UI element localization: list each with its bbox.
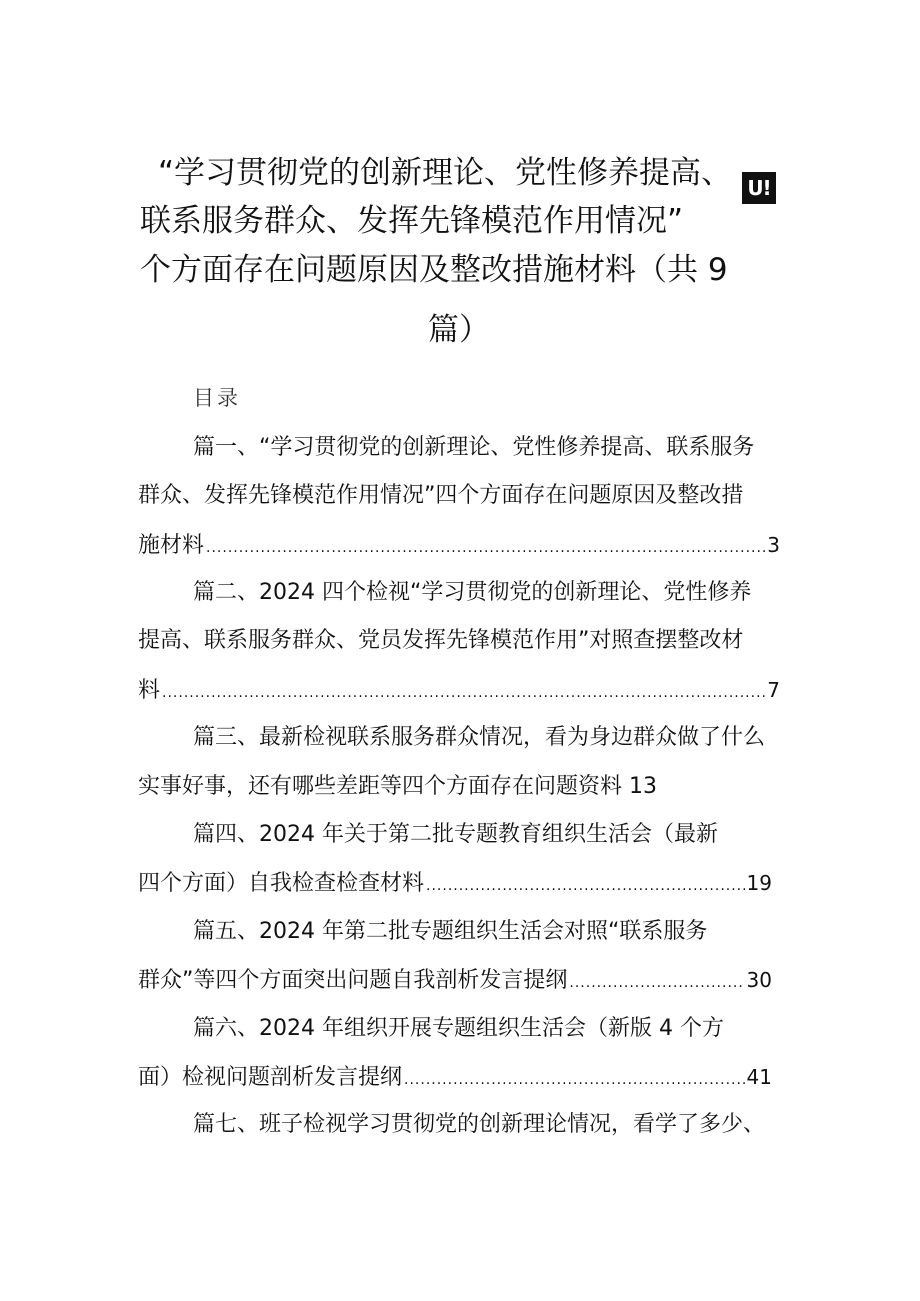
toc-entry-4-line-1[interactable]: 篇四、2024 年关于第二批专题教育组织生活会（最新 (193, 822, 718, 847)
toc-entry-6-last-text: 面）检视问题剖析发言提纲 (138, 1065, 403, 1090)
toc-entry-1-line-1[interactable]: 篇一、“学习贯彻党的创新理论、党性修养提高、联系服务 (193, 435, 755, 460)
title-line-3: 个方面存在问题原因及整改措施材料（共 9 (140, 252, 728, 288)
toc-leader-dots (162, 678, 765, 708)
toc-leader-dots (426, 871, 745, 901)
toc-entry-2-line-2[interactable]: 提高、联系服务群众、党员发挥先锋模范作用”对照查摆整改材 (138, 628, 744, 653)
toc-entry-3-line-2[interactable]: 实事好事，还有哪些差距等四个方面存在问题资料 13 (138, 774, 657, 799)
toc-leader-dots (404, 1065, 745, 1095)
toc-entry-1-last-text: 施材料 (138, 533, 205, 558)
toc-leader-dots (569, 968, 744, 998)
toc-entry-5-last-line[interactable] (138, 965, 772, 998)
toc-heading: 目录 (193, 386, 241, 410)
toc-entry-6-line-1[interactable]: 篇六、2024 年组织开展专题组织生活会（新版 4 个方 (193, 1016, 724, 1041)
toc-entry-1-last-line[interactable] (138, 530, 780, 563)
toc-entry-2-page: 7 (767, 678, 780, 702)
toc-entry-5-last-text: 群众”等四个方面突出问题自我剖析发言提纲 (138, 968, 568, 993)
title-line-2: 联系服务群众、发挥先锋模范作用情况” (140, 203, 684, 239)
toc-entry-1-page: 3 (767, 533, 780, 557)
toc-entry-6-page: 41 (746, 1065, 772, 1089)
toc-leader-dots (206, 533, 765, 563)
toc-entry-5-line-1[interactable]: 篇五、2024 年第二批专题组织生活会对照“联系服务 (193, 919, 708, 944)
toc-entry-7-line-1[interactable]: 篇七、班子检视学习贯彻党的创新理论情况，看学了多少、 (193, 1112, 766, 1137)
toc-entry-2-line-1[interactable]: 篇二、2024 四个检视“学习贯彻党的创新理论、党性修养 (193, 580, 752, 605)
toc-entry-2-last-text: 料 (138, 678, 161, 703)
toc-entry-3-line-1[interactable]: 篇三、最新检视联系服务群众情况，看为身边群众做了什么 (193, 725, 766, 750)
toc-entry-5-page: 30 (746, 968, 772, 992)
toc-entry-6-last-line[interactable] (138, 1062, 772, 1095)
toc-entry-2-last-line[interactable] (138, 675, 780, 708)
title-line-4: 篇） (428, 312, 490, 348)
toc-entry-4-last-text: 四个方面）自我检查检查材料 (138, 871, 425, 896)
toc-entry-4-page: 19 (746, 871, 772, 895)
toc-entry-1-line-2[interactable]: 群众、发挥先锋模范作用情况”四个方面存在问题原因及整改措 (138, 483, 744, 508)
toc-entry-4-last-line[interactable] (138, 868, 772, 901)
title-line-1: “学习贯彻党的创新理论、党性修养提高、 (158, 155, 733, 191)
watermark-logo-icon: U! (742, 172, 776, 204)
